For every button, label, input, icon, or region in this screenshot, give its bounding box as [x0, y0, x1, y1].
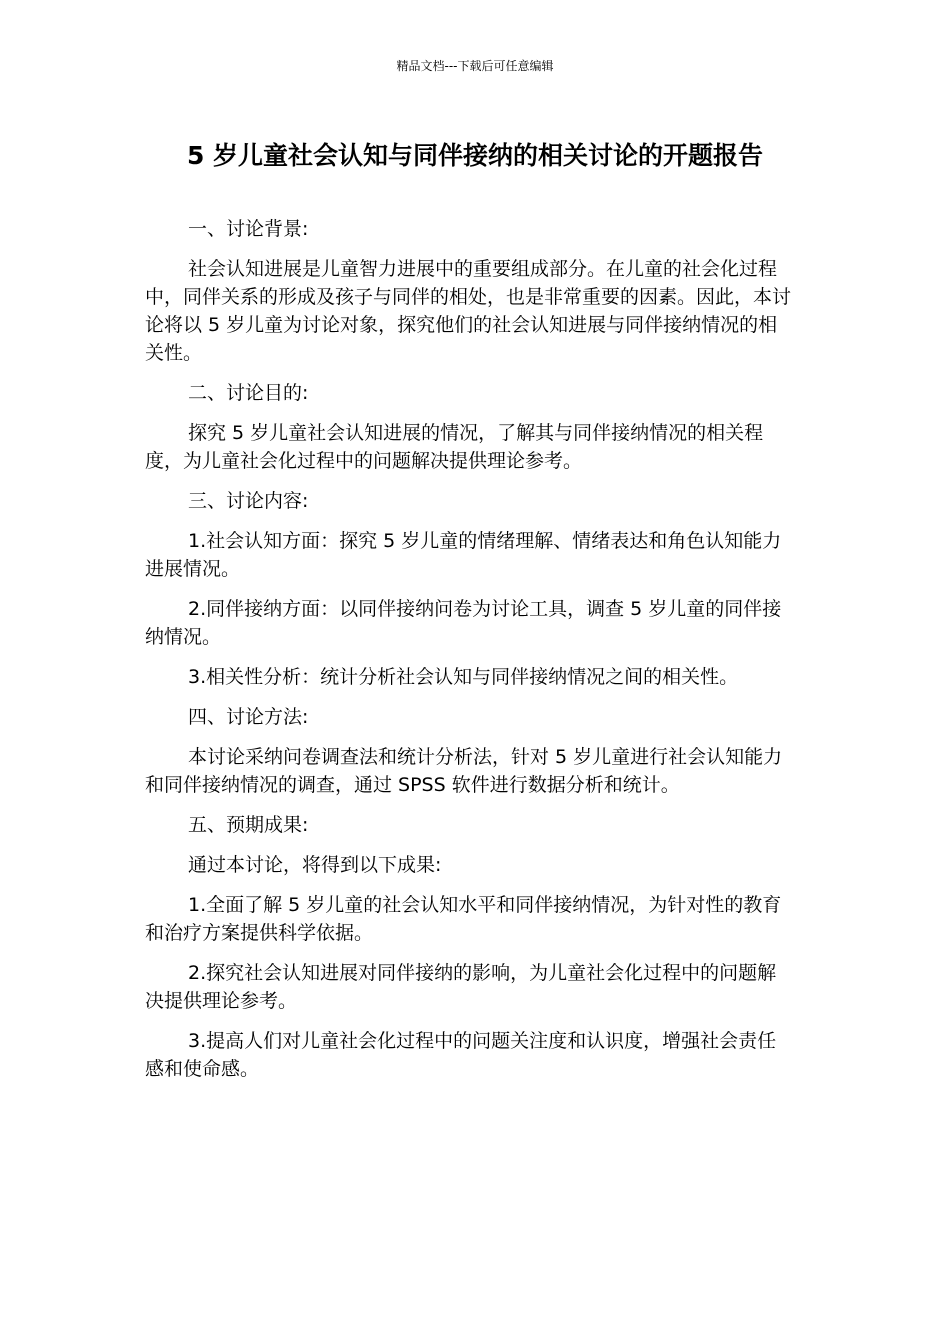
section-heading-background: 一、讨论背景:: [188, 218, 309, 240]
section-heading-purpose: 二、讨论目的:: [188, 382, 309, 404]
paragraph-purpose: 探究 5 岁儿童社会认知进展的情况，了解其与同伴接纳情况的相关程度，为儿童社会化过程中的问题解决提供理论参考。: [145, 422, 764, 472]
document-body: [145, 215, 795, 1095]
content-item-social-cognition: 1.社会认知方面：探究 5 岁儿童的情绪理解、情绪表达和角色认知能力进展情况。: [145, 530, 782, 580]
paragraph-outcomes-intro: 通过本讨论，将得到以下成果:: [188, 854, 442, 876]
header-note: 精品文档---下载后可任意编辑: [396, 59, 554, 73]
section-heading-outcomes: 五、预期成果:: [188, 814, 309, 836]
paragraph-method: 本讨论采纳问卷调查法和统计分析法，针对 5 岁儿童进行社会认知能力和同伴接纳情况的调查，通过 SPSS 软件进行数据分析和统计。: [145, 746, 783, 796]
section-heading-content: 三、讨论内容:: [188, 490, 309, 512]
outcome-item-3: 3.提高人们对儿童社会化过程中的问题关注度和认识度，增强社会责任感和使命感。: [145, 1030, 777, 1080]
outcome-item-1: 1.全面了解 5 岁儿童的社会认知水平和同伴接纳情况，为针对性的教育和治疗方案提供科学依据。: [145, 894, 782, 944]
content-item-correlation: 3.相关性分析：统计分析社会认知与同伴接纳情况之间的相关性。: [188, 666, 739, 688]
section-heading-method: 四、讨论方法:: [188, 706, 309, 728]
content-item-peer-acceptance: 2.同伴接纳方面：以同伴接纳问卷为讨论工具，调查 5 岁儿童的同伴接纳情况。: [145, 598, 782, 648]
document-title: 5 岁儿童社会认知与同伴接纳的相关讨论的开题报告: [186, 141, 764, 170]
outcome-item-2: 2.探究社会认知进展对同伴接纳的影响，为儿童社会化过程中的问题解决提供理论参考。: [145, 962, 777, 1012]
paragraph-background: 社会认知进展是儿童智力进展中的重要组成部分。在儿童的社会化过程中，同伴关系的形成及孩子与同伴的相处，也是非常重要的因素。因此，本讨论将以 5 岁儿童为讨论对象，探究他们的社会认知进展与同伴接纳情况的相关性。: [145, 258, 792, 364]
